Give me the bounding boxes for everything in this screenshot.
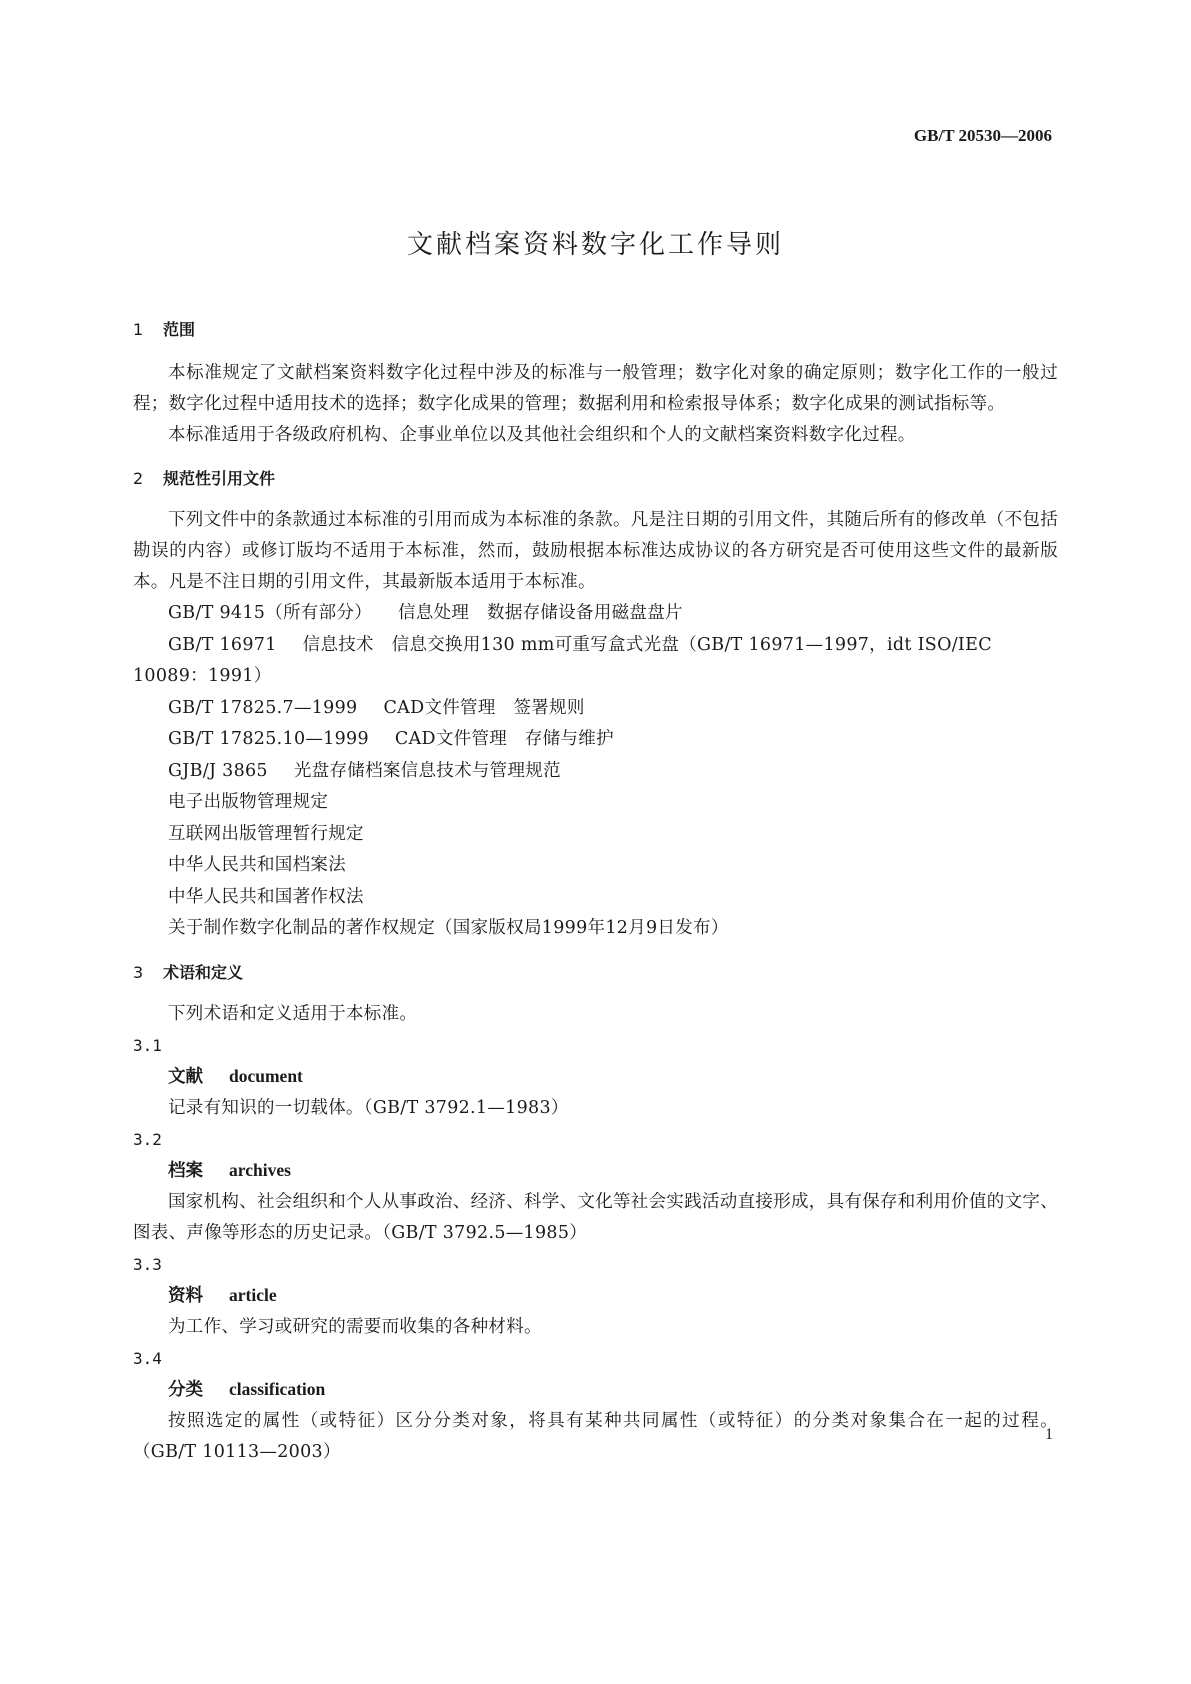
reference-code: GB/T 17825.7—1999 bbox=[168, 697, 358, 718]
reference-title: 中华人民共和国著作权法 bbox=[168, 886, 364, 907]
page-number: 1 bbox=[1045, 1426, 1053, 1443]
term-zh: 档案 bbox=[168, 1160, 203, 1181]
section-title: 范围 bbox=[163, 320, 196, 339]
term-definition: 为工作、学习或研究的需要而收集的各种材料。 bbox=[168, 1316, 542, 1337]
term-heading bbox=[133, 1280, 1058, 1312]
reference-code: GB/T 17825.10—1999 bbox=[168, 729, 369, 749]
term-number: 3.2 bbox=[133, 1129, 162, 1149]
term-en: document bbox=[229, 1065, 303, 1086]
reference-item bbox=[133, 756, 1058, 788]
term-heading bbox=[133, 1155, 1058, 1187]
reference-title: 关于制作数字化制品的著作权规定（国家版权局1999年12月9日发布） bbox=[168, 918, 729, 938]
term-number: 3.1 bbox=[133, 1035, 162, 1055]
term-en: classification bbox=[229, 1378, 326, 1399]
section-number: 3 bbox=[133, 962, 144, 982]
section-number: 1 bbox=[133, 320, 144, 339]
paragraph: 下列术语和定义适用于本标准。 bbox=[168, 1003, 418, 1024]
term-definition: 按照选定的属性（或特征）区分分类对象，将具有某种共同属性（或特征）的分类对象集合在一起的过程。（GB/T 10113—2003） bbox=[133, 1410, 1058, 1462]
term-definition: 国家机构、社会组织和个人从事政治、经济、科学、文化等社会实践活动直接形成，具有保存和利用价值的文字、图表、声像等形态的历史记录。（GB/T 3792.5—1985） bbox=[133, 1191, 1058, 1243]
standard-code: GB/T 20530—2006 bbox=[913, 126, 1052, 145]
reference-code: GJB/J 3865 bbox=[168, 760, 268, 781]
reference-title: 互联网出版管理暂行规定 bbox=[168, 823, 364, 844]
reference-title: 中华人民共和国档案法 bbox=[168, 855, 346, 875]
reference-item bbox=[133, 787, 1058, 819]
term-en: article bbox=[229, 1284, 277, 1305]
reference-item bbox=[133, 850, 1058, 882]
reference-item bbox=[133, 598, 1058, 630]
section-2-heading bbox=[133, 467, 1058, 491]
paragraph: 本标准适用于各级政府机构、企事业单位以及其他社会组织和个人的文献档案资料数字化过程。 bbox=[168, 425, 916, 445]
reference-code: GB/T 16971 bbox=[168, 634, 277, 655]
term-number: 3.3 bbox=[133, 1254, 162, 1274]
reference-title: 光盘存储档案信息技术与管理规范 bbox=[293, 760, 561, 781]
section-title: 规范性引用文件 bbox=[163, 469, 276, 488]
reference-item bbox=[133, 724, 1058, 756]
section-number: 2 bbox=[133, 469, 144, 488]
reference-code: GB/T 9415（所有部分） bbox=[168, 603, 373, 623]
term-en: archives bbox=[229, 1159, 291, 1180]
reference-title: CAD文件管理 签署规则 bbox=[383, 697, 585, 718]
term-heading bbox=[133, 1374, 1058, 1406]
paragraph: 下列文件中的条款通过本标准的引用而成为本标准的条款。凡是注日期的引用文件，其随后所有的修改单（不包括勘误的内容）或修订版均不适用于本标准，然而，鼓励根据本标准达成协议的各方研究是否可使用这些文件的最新版本。凡是不注日期的引用文件，其最新版本适用于本标准。 bbox=[133, 510, 1058, 592]
term-number: 3.4 bbox=[133, 1348, 162, 1368]
term-zh: 分类 bbox=[168, 1379, 203, 1400]
paragraph: 本标准规定了文献档案资料数字化过程中涉及的标准与一般管理；数字化对象的确定原则；数字化工作的一般过程；数字化过程中适用技术的选择；数字化成果的管理；数据利用和检索报导体系；数字化成果的测试指标等。 bbox=[133, 363, 1058, 414]
section-title: 术语和定义 bbox=[163, 962, 244, 982]
reference-title: 电子出版物管理规定 bbox=[168, 792, 329, 812]
reference-item bbox=[133, 819, 1058, 851]
reference-item bbox=[133, 913, 1058, 945]
term-zh: 资料 bbox=[168, 1285, 203, 1306]
document-body bbox=[133, 318, 1058, 1468]
reference-title: CAD文件管理 存储与维护 bbox=[394, 729, 614, 749]
reference-item bbox=[133, 630, 1058, 693]
reference-item bbox=[133, 882, 1058, 914]
reference-item bbox=[133, 693, 1058, 725]
section-1-heading bbox=[133, 318, 1058, 342]
reference-title: 信息技术 信息交换用130 mm可重写盒式光盘（GB/T 16971—1997，idt ISO/IEC 10089：1991） bbox=[133, 634, 992, 686]
term-zh: 文献 bbox=[168, 1066, 203, 1087]
document-title: 文献档案资料数字化工作导则 bbox=[406, 230, 784, 260]
reference-title: 信息处理 数据存储设备用磁盘盘片 bbox=[398, 603, 683, 623]
term-definition: 记录有知识的一切载体。（GB/T 3792.1—1983） bbox=[168, 1097, 569, 1118]
term-heading bbox=[133, 1061, 1058, 1093]
section-3-heading bbox=[133, 961, 1058, 985]
